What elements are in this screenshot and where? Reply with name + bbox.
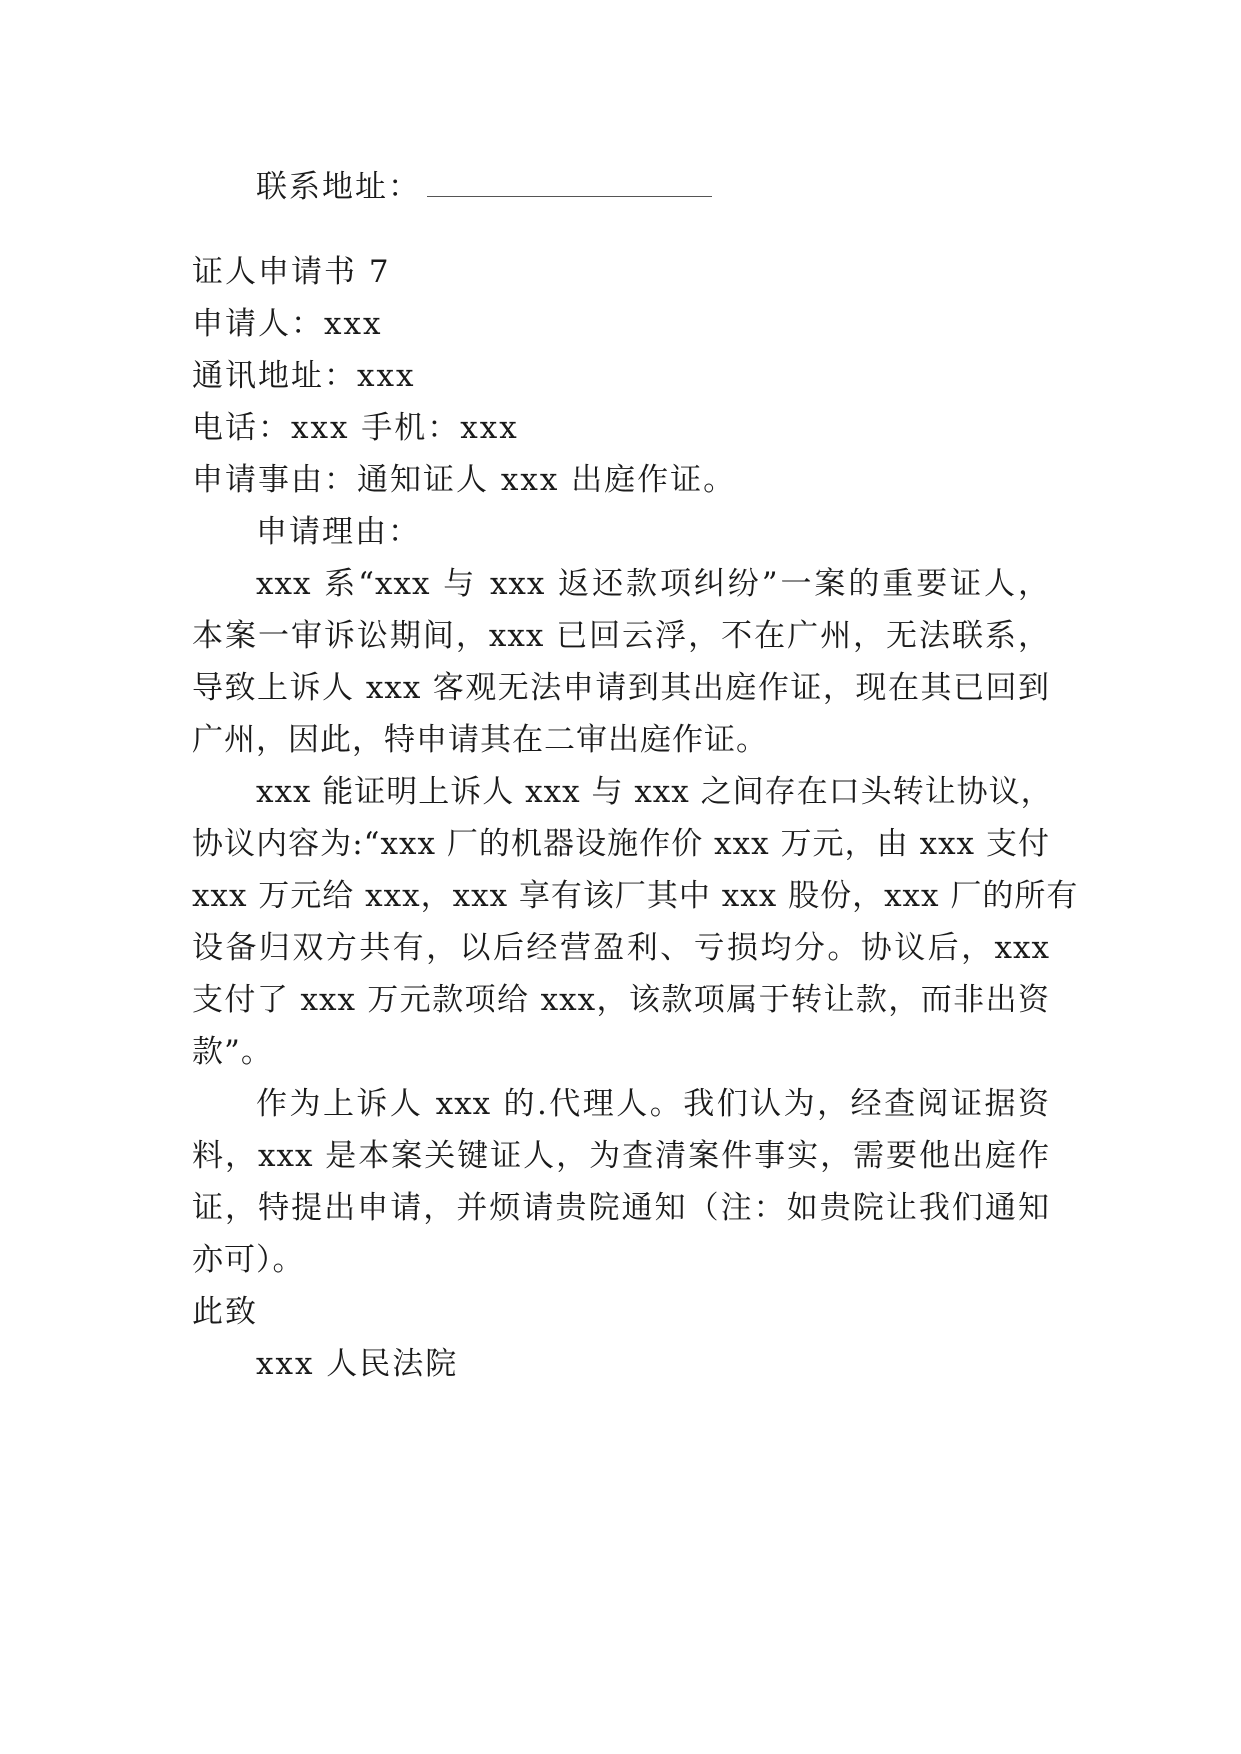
- paragraph-line: 协议内容为:“xxx 厂的机器设施作价 xxx 万元，由 xxx 支付: [192, 826, 1050, 862]
- paragraph-line: 支付了 xxx 万元款项给 xxx，该款项属于转让款，而非出资: [192, 982, 1050, 1018]
- application-matter-line: 申请事由：通知证人 xxx 出庭作证。: [192, 462, 737, 498]
- paragraph-line: xxx 万元给 xxx，xxx 享有该厂其中 xxx 股份，xxx 厂的所有: [192, 878, 1079, 914]
- reason-heading: 申请理由：: [256, 514, 421, 550]
- paragraph-line: 广州，因此，特申请其在二审出庭作证。: [192, 722, 768, 758]
- document-title: 证人申请书 7: [192, 254, 391, 290]
- paragraph-line: 导致上诉人 xxx 客观无法申请到其出庭作证，现在其已回到: [192, 670, 1050, 706]
- closing-salutation: 此致: [192, 1294, 258, 1330]
- paragraph-line: 作为上诉人 xxx 的.代理人。我们认为，经查阅证据资: [256, 1086, 1050, 1122]
- paragraph-line: xxx 系“xxx 与 xxx 返还款项纠纷”一案的重要证人，: [256, 566, 1050, 602]
- paragraph-line: 证，特提出申请，并烦请贵院通知（注：如贵院让我们通知: [192, 1190, 1050, 1226]
- paragraph-line: 设备归双方共有，以后经营盈利、亏损均分。协议后，xxx: [192, 930, 1050, 966]
- mailing-address-line: 通讯地址：xxx: [192, 358, 416, 394]
- court-name: xxx 人民法院: [256, 1346, 459, 1382]
- applicant-line: 申请人：xxx: [192, 306, 383, 342]
- paragraph-line: 料，xxx 是本案关键证人，为查清案件事实，需要他出庭作: [192, 1138, 1050, 1174]
- paragraph-line: 款”。: [192, 1034, 273, 1070]
- contact-address-label: 联系地址：: [256, 169, 421, 205]
- paragraph-line: 亦可）。: [192, 1242, 305, 1278]
- contact-address-blank: [427, 172, 712, 197]
- paragraph-line: 本案一审诉讼期间，xxx 已回云浮，不在广州，无法联系，: [192, 618, 1050, 654]
- phone-line: 电话：xxx 手机：xxx: [192, 410, 519, 446]
- contact-address-line: [256, 167, 712, 207]
- paragraph-line: xxx 能证明上诉人 xxx 与 xxx 之间存在口头转让协议，: [256, 774, 1053, 810]
